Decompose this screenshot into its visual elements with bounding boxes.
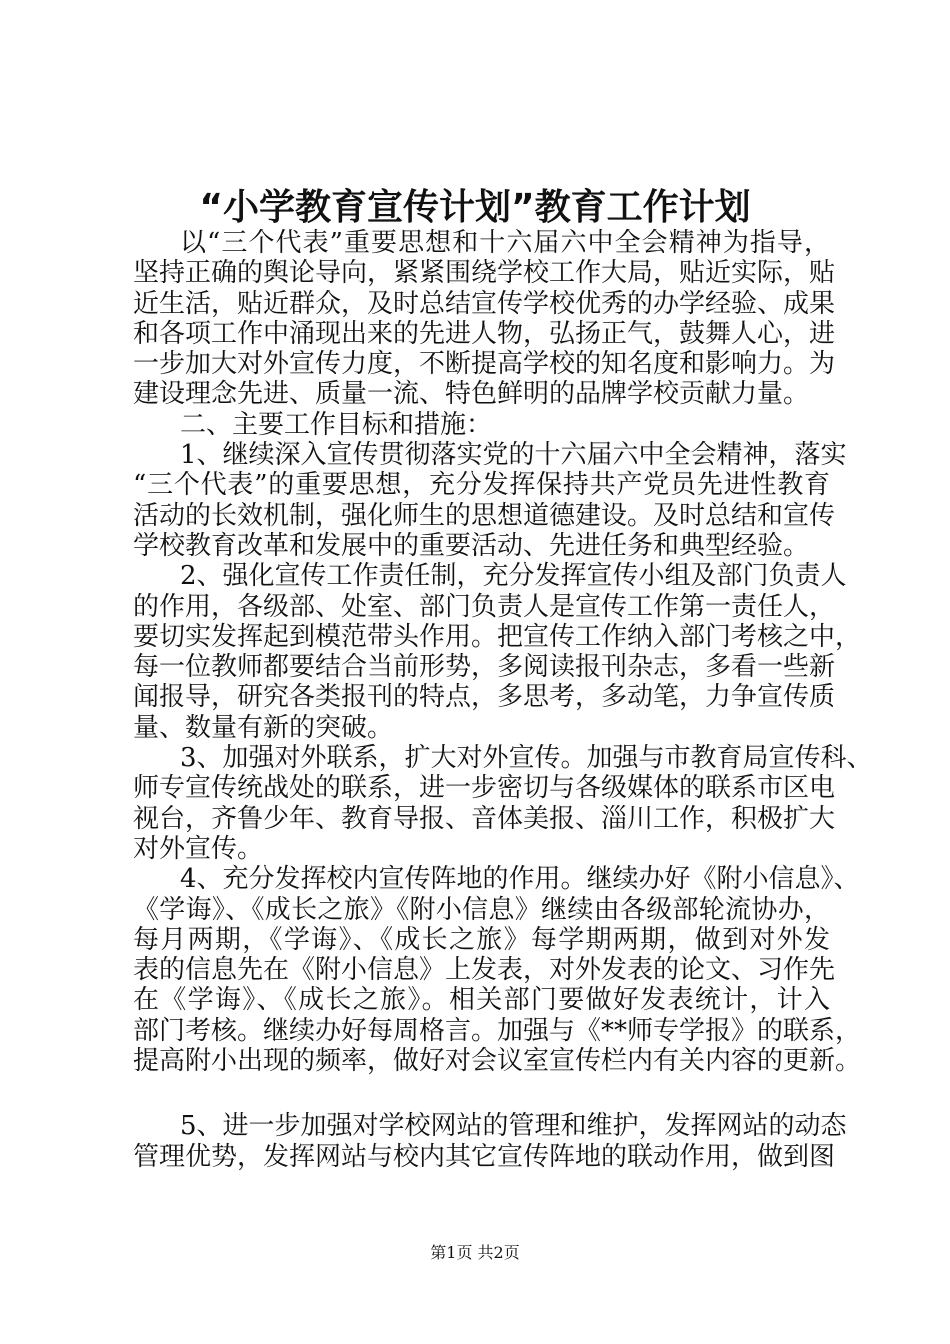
- text-line: 的作用，各级部、处室、部门负责人是宣传工作第一责任人，: [133, 591, 836, 622]
- text-line: 2、强化宣传工作责任制，充分发挥宣传小组及部门负责人: [180, 561, 847, 592]
- text-line: 部门考核。继续办好每周格言。加强与《**师专学报》的联系，: [133, 1015, 862, 1046]
- document-body: [133, 228, 873, 1172]
- text-line: 在《学诲》、《成长之旅》。相关部门要做好发表统计，计入: [133, 985, 830, 1016]
- text-line: 3、加强对外联系，扩大对外宣传。加强与市教育局宣传科、: [180, 743, 873, 774]
- page-number: 第1页 共2页: [430, 1243, 520, 1262]
- text-line: 建设理念先进、质量一流、特色鲜明的品牌学校贡献力量。: [133, 379, 810, 410]
- text-line: 表的信息先在《附小信息》上发表，对外发表的论文、习作先: [133, 955, 836, 986]
- text-line: 每月两期，《学诲》、《成长之旅》每学期两期，做到对外发: [133, 924, 830, 955]
- text-line: 4、充分发挥校内宣传阵地的作用。继续办好《附小信息》、: [180, 864, 860, 895]
- text-line: 视台，齐鲁少年、教育导报、音体美报、淄川工作，积极扩大: [133, 803, 836, 834]
- text-line: 师专宣传统战处的联系，进一步密切与各级媒体的联系市区电: [133, 773, 836, 804]
- text-line: 每一位教师都要结合当前形势，多阅读报刊杂志，多看一些新: [133, 652, 836, 683]
- text-line: 闻报导，研究各类报刊的特点，多思考，多动笔，力争宣传质: [133, 682, 836, 713]
- text-line: 坚持正确的舆论导向，紧紧围绕学校工作大局，贴近实际，贴: [133, 258, 836, 289]
- text-line: 和各项工作中涌现出来的先进人物，弘扬正气，鼓舞人心，进: [133, 318, 836, 349]
- text-line: 管理优势，发挥网站与校内其它宣传阵地的联动作用，做到图: [133, 1141, 836, 1172]
- text-line: 一步加大对外宣传力度，不断提高学校的知名度和影响力。为: [133, 349, 836, 380]
- paragraph-gap: [133, 1076, 830, 1111]
- text-line: “三个代表”的重要思想，充分发挥保持共产党员先进性教育: [133, 470, 830, 501]
- text-line: 学校教育改革和发展中的重要活动、先进任务和典型经验。: [133, 530, 810, 561]
- text-line: 5、进一步加强对学校网站的管理和维护，发挥网站的动态: [180, 1111, 847, 1142]
- text-line: 以“三个代表”重要思想和十六届六中全会精神为指导，: [180, 228, 830, 258]
- text-line: 《学诲》、《成长之旅》《附小信息》继续由各级部轮流协办，: [133, 894, 830, 925]
- text-line: 提高附小出现的频率，做好对会议室宣传栏内有关内容的更新。: [133, 1046, 862, 1077]
- text-line: 量、数量有新的突破。: [133, 712, 394, 743]
- section-heading: 二、主要工作目标和措施：: [180, 409, 493, 440]
- text-line: 1、继续深入宣传贯彻落实党的十六届六中全会精神，落实: [180, 440, 847, 471]
- text-line: 要切实发挥起到模范带头作用。把宣传工作纳入部门考核之中，: [133, 621, 862, 652]
- text-line: 近生活，贴近群众，及时总结宣传学校优秀的办学经验、成果: [133, 288, 836, 319]
- document-title: “小学教育宣传计划”教育工作计划: [199, 187, 751, 228]
- text-line: 活动的长效机制，强化师生的思想道德建设。及时总结和宣传: [133, 500, 836, 531]
- text-line: 对外宣传。: [133, 833, 264, 864]
